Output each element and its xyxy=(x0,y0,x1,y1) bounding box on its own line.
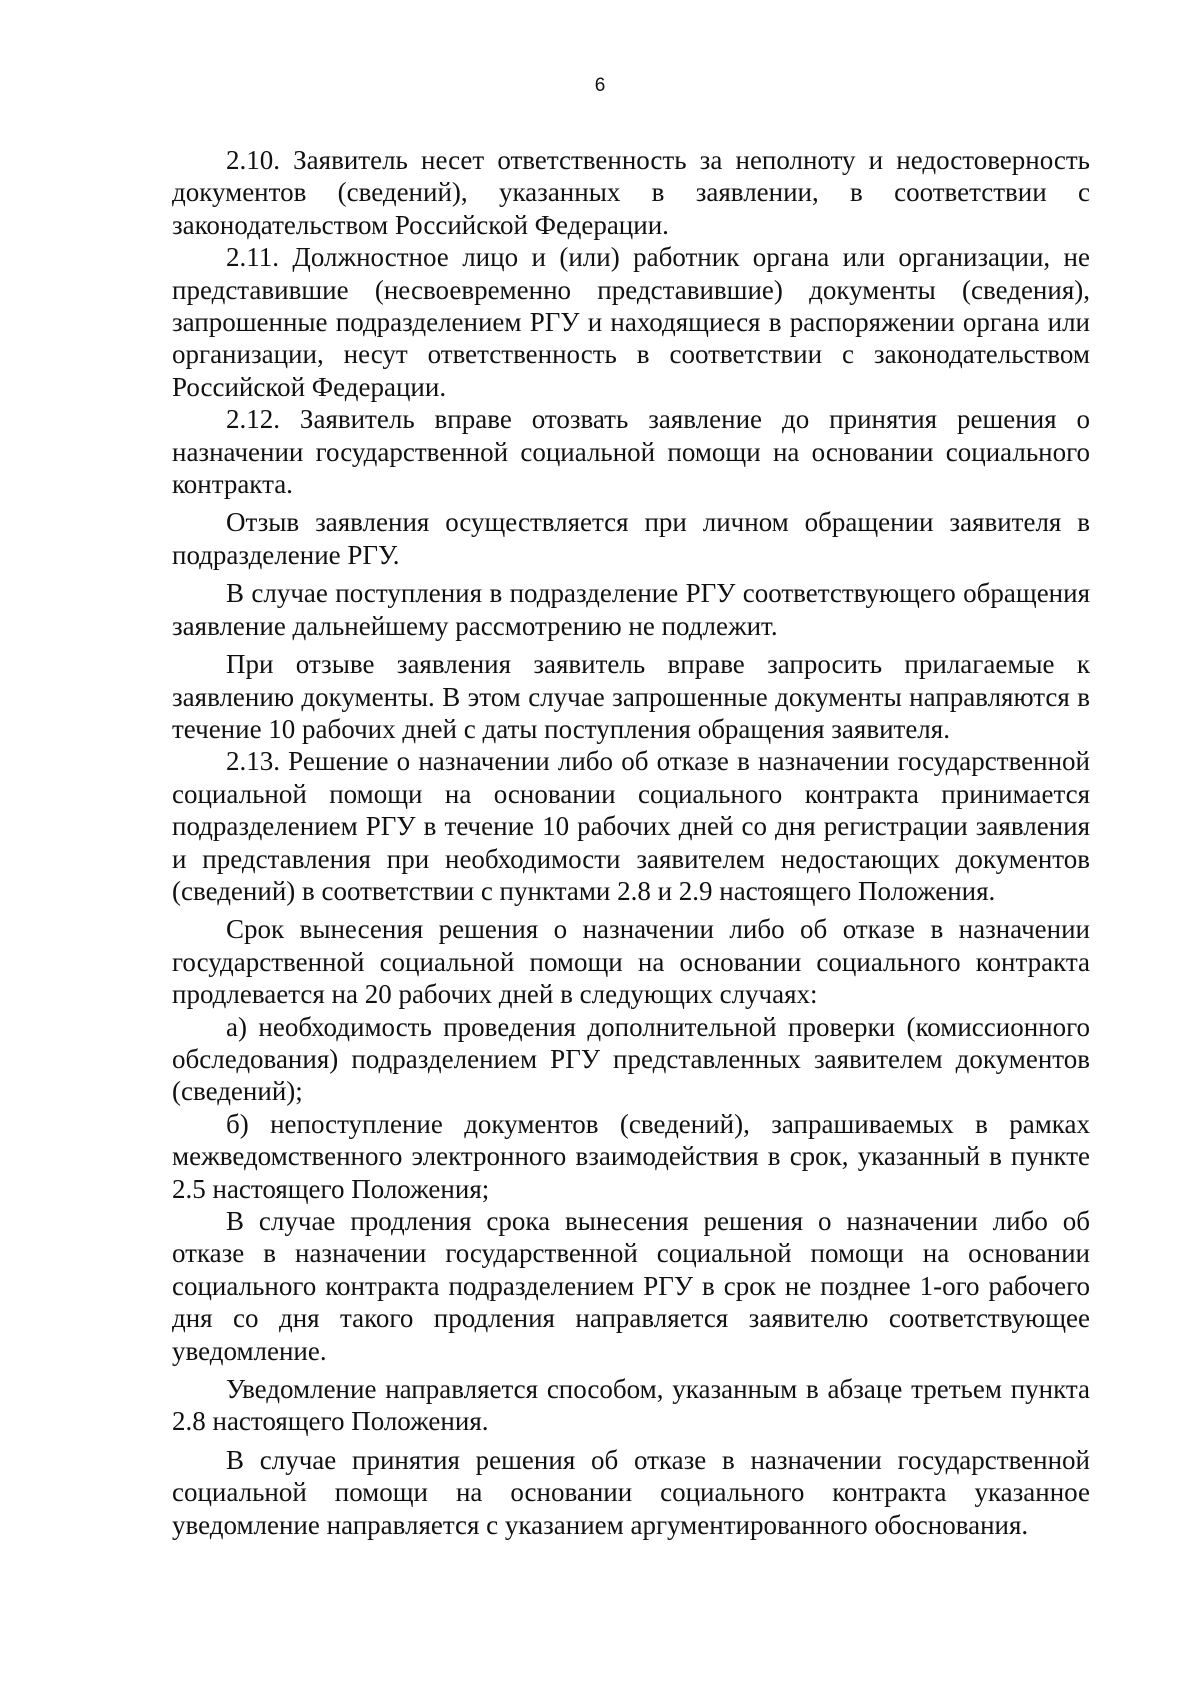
paragraph-refusal-notice: В случае принятия решения об отказе в назначении государственной социальной помощи на основании социального контракта указанное уведомление направляется с указанием аргументированного обоснования. xyxy=(172,1444,1090,1540)
paragraph-documents-return: При отзыве заявления заявитель вправе запросить прилагаемые к заявлению документы. В этом случае запрошенные документы направляются в течение 10 рабочих дней с даты поступления обращения заявителя. xyxy=(172,649,1090,744)
paragraph-item-a: а) необходимость проведения дополнительной проверки (комиссионного обследования) подразделением РГУ представленных заявителем документов (сведений); xyxy=(172,1011,1090,1107)
paragraph-2-13: 2.13. Решение о назначении либо об отказе в назначении государственной социальной помощи на основании социального контракта принимается подразделением РГУ в течение 10 рабочих дней со дня регистрации заявления и представления при необходимости заявителем недостающих документов (сведений) в соответствии с пунктами 2.8 и 2.9 настоящего Положения. xyxy=(172,746,1090,906)
document-body xyxy=(172,144,1090,1541)
paragraph-withdrawal: Отзыв заявления осуществляется при личном обращении заявителя в подразделение РГУ. xyxy=(172,507,1090,570)
paragraph-2-11: 2.11. Должностное лицо и (или) работник органа или организации, не представившие (несвоевременно представившие) документы (сведения), запрошенные подразделением РГУ и находящиеся в распоряжении органа или организации, несут ответственность в соответствии с законодательством Российской Федерации. xyxy=(172,242,1090,402)
page-number: 6 xyxy=(594,75,606,96)
paragraph-term-extension: Срок вынесения решения о назначении либо об отказе в назначении государственной социальной помощи на основании социального контракта продлевается на 20 рабочих дней в следующих случаях: xyxy=(172,914,1090,1010)
paragraph-notice-method: Уведомление направляется способом, указанным в абзаце третьем пункта 2.8 настоящего Положения. xyxy=(172,1374,1090,1437)
paragraph-request-received: В случае поступления в подразделение РГУ соответствующего обращения заявление дальнейшему рассмотрению не подлежит. xyxy=(172,578,1090,641)
paragraph-2-12: 2.12. Заявитель вправе отозвать заявление до принятия решения о назначении государственной социальной помощи на основании социального контракта. xyxy=(172,404,1090,500)
paragraph-2-10: 2.10. Заявитель несет ответственность за неполноту и недостоверность документов (сведений), указанных в заявлении, в соответствии с законодательством Российской Федерации. xyxy=(172,145,1090,240)
paragraph-item-b: б) непоступление документов (сведений), запрашиваемых в рамках межведомственного электронного взаимодействия в срок, указанный в пункте 2.5 настоящего Положения; xyxy=(172,1108,1090,1204)
paragraph-extension-notice: В случае продления срока вынесения решения о назначении либо об отказе в назначении государственной социальной помощи на основании социального контракта подразделением РГУ в срок не позднее 1-ого рабочего дня со дня такого продления направляется заявителю соответствующее уведомление. xyxy=(172,1206,1090,1366)
